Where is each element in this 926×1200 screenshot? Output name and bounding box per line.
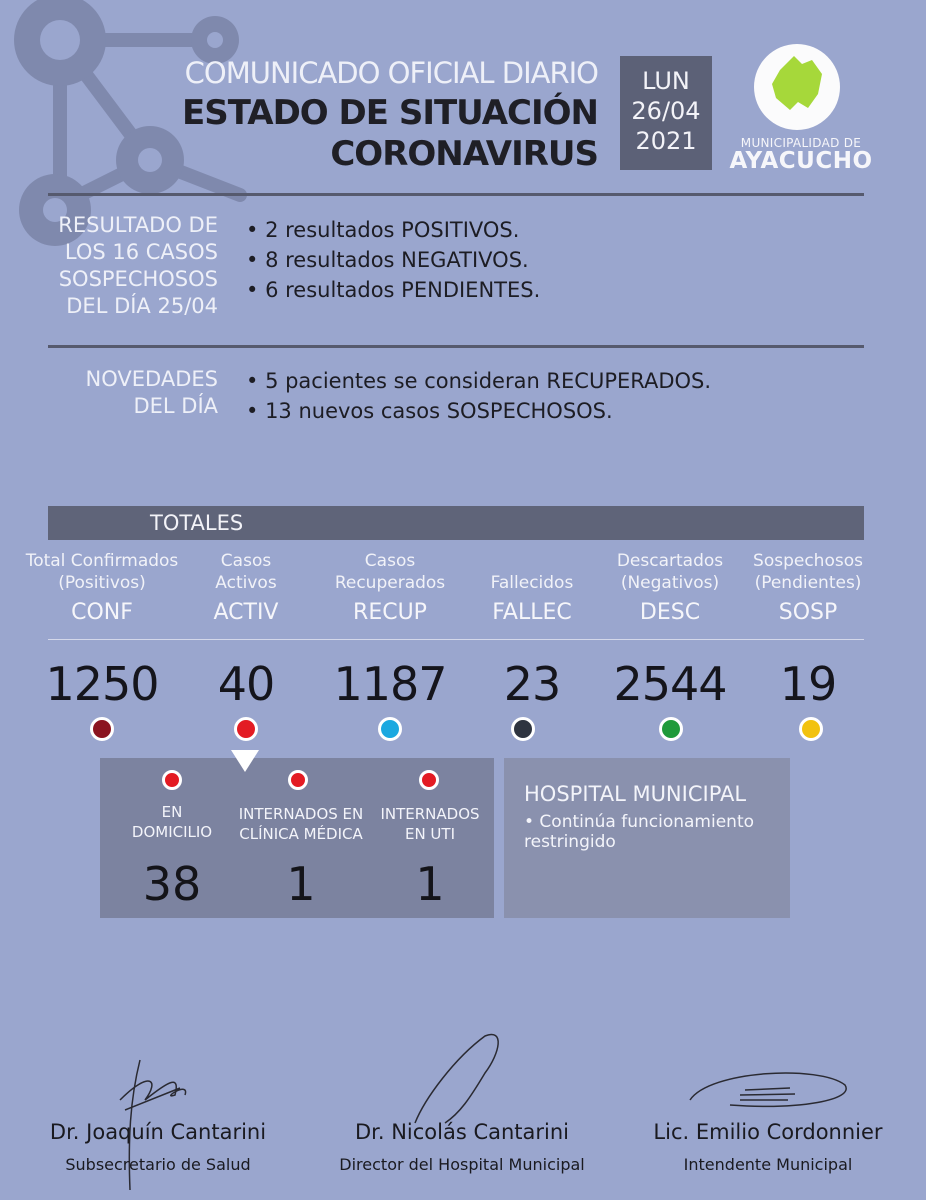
breakdown-value-home: 38 [142, 857, 202, 911]
results-label-line: SOSPECHOSOS [58, 267, 218, 291]
results-label [58, 212, 218, 320]
stat-label: Casos [364, 551, 416, 571]
stat-value-suspected: 19 [779, 657, 837, 711]
stat-recovered [312, 550, 468, 629]
stat-label: (Pendientes) [754, 573, 862, 593]
results-label-line: LOS 16 CASOS [64, 240, 218, 264]
status-dot [419, 770, 439, 790]
status-dot [162, 770, 182, 790]
date-weekday: LUN [642, 67, 690, 95]
results-label-line: RESULTADO DE [58, 213, 218, 237]
stat-label: Total Confirmados [25, 551, 179, 571]
signature-role-1: Subsecretario de Salud [65, 1155, 251, 1174]
header-title-line-3: CORONAVIRUS [330, 134, 598, 174]
news-label [86, 366, 218, 420]
stat-code: CONF [71, 600, 133, 625]
stat-label: Activos [215, 573, 277, 593]
results-list [246, 215, 540, 305]
stat-label [454, 550, 610, 572]
stat-suspected [730, 550, 886, 629]
hospital-status-text: • Continúa funcionamiento restringido [524, 812, 755, 852]
stat-value-discarded: 2544 [613, 657, 727, 711]
signature-2-image [405, 1028, 515, 1128]
news-label-line: NOVEDADES [85, 367, 218, 391]
stat-label: (Positivos) [58, 573, 146, 593]
stat-code: SOSP [778, 600, 838, 625]
municipality-logo [754, 44, 840, 130]
logo-name: AYACUCHO [729, 148, 873, 174]
status-dot-recovered [378, 717, 402, 741]
totals-heading: TOTALES [150, 511, 244, 535]
signature-role-3: Intendente Municipal [683, 1155, 853, 1174]
status-dot-confirmed [90, 717, 114, 741]
breakdown-label: INTERNADOS EN CLÍNICA MÉDICA [238, 805, 364, 843]
stat-label: Recuperados [334, 573, 446, 593]
logo-subtitle: MUNICIPALIDAD DE [740, 136, 862, 150]
active-cases-breakdown-panel [100, 758, 494, 918]
stat-confirmed [24, 550, 180, 629]
divider [48, 639, 864, 640]
news-label-line: DEL DÍA [133, 394, 218, 418]
results-label-line: DEL DÍA 25/04 [66, 294, 218, 318]
stat-label: Sospechosos [753, 551, 863, 571]
stat-value-recovered: 1187 [333, 657, 447, 711]
signature-name-3: Lic. Emilio Cordonnier [653, 1120, 883, 1144]
list-item: • 2 resultados POSITIVOS. [246, 215, 540, 245]
header-title-line-1: COMUNICADO OFICIAL DIARIO [184, 56, 598, 90]
signature-3-image [670, 1060, 860, 1120]
status-dot-deceased [511, 717, 535, 741]
stat-deceased [454, 550, 610, 629]
stat-discarded [592, 550, 748, 629]
divider [48, 345, 864, 348]
hospital-title: HOSPITAL MUNICIPAL [524, 782, 747, 806]
divider [48, 193, 864, 196]
totals-heading-bar [48, 506, 864, 540]
header-title-line-2: ESTADO DE SITUACIÓN [182, 93, 598, 133]
pointer-arrow-icon [231, 750, 259, 772]
stat-value-confirmed: 1250 [45, 657, 159, 711]
stat-label: (Negativos) [620, 573, 720, 593]
breakdown-value-icu: 1 [415, 857, 445, 911]
stat-code: DESC [639, 600, 701, 625]
stat-code: RECUP [353, 600, 427, 625]
stat-label: Fallecidos [490, 573, 574, 593]
stat-code: FALLEC [492, 600, 572, 625]
date-year: 2021 [635, 127, 697, 155]
status-dot-suspected [799, 717, 823, 741]
status-dot-discarded [659, 717, 683, 741]
list-item: • 6 resultados PENDIENTES. [246, 275, 540, 305]
stat-label: Descartados [616, 551, 724, 571]
breakdown-value-clinic: 1 [286, 857, 316, 911]
list-item: • 5 pacientes se consideran RECUPERADOS. [246, 366, 711, 396]
map-shape-icon [754, 44, 840, 130]
stat-label: Casos [220, 551, 272, 571]
hospital-panel [504, 758, 790, 918]
status-dot [288, 770, 308, 790]
breakdown-label: INTERNADOS EN UTI [380, 805, 480, 843]
stat-value-deceased: 23 [503, 657, 561, 711]
signature-role-2: Director del Hospital Municipal [339, 1155, 585, 1174]
stat-value-active: 40 [217, 657, 275, 711]
status-dot-active [234, 717, 258, 741]
signature-name-2: Dr. Nicolás Cantarini [354, 1120, 570, 1144]
date-day-month: 26/04 [631, 97, 701, 125]
breakdown-label: EN DOMICILIO [131, 803, 213, 841]
news-list [246, 366, 711, 426]
date-badge [620, 56, 712, 170]
stat-code: ACTIV [213, 600, 279, 625]
list-item: • 8 resultados NEGATIVOS. [246, 245, 540, 275]
list-item: • 13 nuevos casos SOSPECHOSOS. [246, 396, 711, 426]
signature-name-1: Dr. Joaquín Cantarini [49, 1120, 267, 1144]
stat-active [168, 550, 324, 629]
